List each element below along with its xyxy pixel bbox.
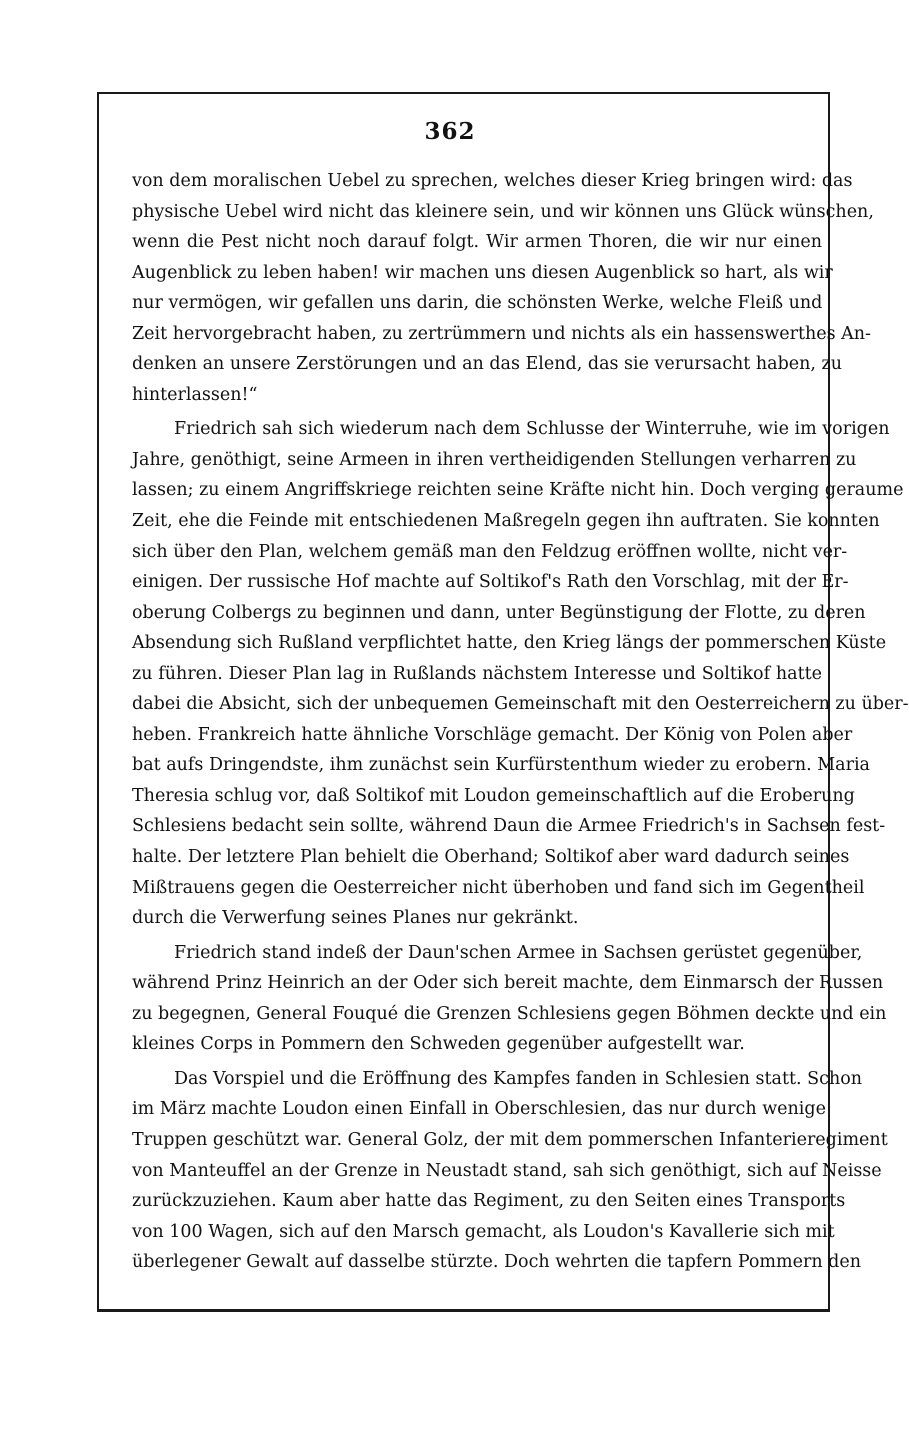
text-line: Absendung sich Rußland verpflichtet hatte, den Krieg längs der pommerschen Küste [132,633,887,654]
text-line: oberung Colbergs zu beginnen und dann, unter Begünstigung der Flotte, zu deren [132,602,866,623]
text-line: überlegener Gewalt auf dasselbe stürzte. Doch wehrten die tapfern Pommern den [132,1252,861,1273]
text-line: Augenblick zu leben haben! wir machen uns diesen Augenblick so hart, als wir [132,262,833,283]
text-line: einigen. Der russische Hof machte auf Soltikof's Rath den Vorschlag, mit der Er- [132,572,849,593]
text-line: halte. Der letztere Plan behielt die Oberhand; Soltikof aber ward dadurch seines [132,847,850,868]
text-line: während Prinz Heinrich an der Oder sich bereit machte, dem Einmarsch der Russen [132,973,884,994]
text-line: sich über den Plan, welchem gemäß man den Feldzug eröffnen wollte, nicht ver- [132,541,848,562]
text-line: bat aufs Dringendste, ihm zunächst sein Kurfürstenthum wieder zu erobern. Maria [132,755,870,776]
text-line: Zeit hervorgebracht haben, zu zertrümmern und nichts als ein hassenswerthes An- [132,323,871,344]
text-line: Mißtrauens gegen die Oesterreicher nicht überhoben und fand sich im Gegentheil [132,877,865,898]
text-line: von 100 Wagen, sich auf den Marsch gemacht, als Loudon's Kavallerie sich mit [132,1221,835,1242]
text-line: durch die Verwerfung seines Planes nur gekränkt. [132,908,579,929]
text-line: wenn die Pest nicht noch darauf folgt. Wir armen Thoren, die wir nur einen [132,232,822,253]
text-line: von Manteuffel an der Grenze in Neustadt stand, sah sich genöthigt, sich auf Neisse [132,1160,882,1181]
text-line: heben. Frankreich hatte ähnliche Vorschläge gemacht. Der König von Polen aber [132,724,853,745]
paragraph [132,166,874,410]
paragraph [132,414,909,933]
text-line: Truppen geschützt war. General Golz, der mit dem pommerschen Infanterieregiment [132,1129,888,1150]
text-line: Zeit, ehe die Feinde mit entschiedenen Maßregeln gegen ihn auftraten. Sie konnten [132,511,880,532]
text-line: lassen; zu einem Angriffskriege reichten seine Kräfte nicht hin. Doch verging geraume [132,480,904,501]
text-line: kleines Corps in Pommern den Schweden gegenüber aufgestellt war. [132,1034,745,1055]
text-line: Theresia schlug vor, daß Soltikof mit Loudon gemeinschaftlich auf die Eroberung [132,785,855,806]
paragraph [132,1064,888,1278]
text-line: zu führen. Dieser Plan lag in Rußlands nächstem Interesse und Soltikof hatte [132,663,822,684]
text-line: Jahre, genöthigt, seine Armeen in ihren vertheidigenden Stellungen verharren zu [132,449,857,470]
text-line: dabei die Absicht, sich der unbequemen Gemeinschaft mit den Oesterreichern zu über- [132,694,909,715]
text-line: im März machte Loudon einen Einfall in Oberschlesien, das nur durch wenige [132,1099,826,1120]
paragraph [132,938,887,1060]
page-number: 362 [424,118,476,145]
body-text [132,166,909,1278]
text-line: nur vermögen, wir gefallen uns darin, die schönsten Werke, welche Fleiß und [132,293,823,314]
text-line: Schlesiens bedacht sein sollte, während Daun die Armee Friedrich's in Sachsen fest- [132,816,886,837]
text-line: hinterlassen!“ [132,384,258,405]
text-line: Das Vorspiel und die Eröffnung des Kampfes fanden in Schlesien statt. Schon [174,1068,863,1089]
text-line: zurückzuziehen. Kaum aber hatte das Regiment, zu den Seiten eines Transports [132,1191,846,1212]
text-line: von dem moralischen Uebel zu sprechen, welches dieser Krieg bringen wird: das [132,171,853,191]
text-line: Friedrich stand indeß der Daun'schen Armee in Sachsen gerüstet gegenüber, [174,942,863,963]
text-line: zu begegnen, General Fouqué die Grenzen Schlesiens gegen Böhmen deckte und ein [132,1003,887,1024]
text-line: physische Uebel wird nicht das kleinere sein, und wir können uns Glück wünschen, [132,201,874,222]
text-line: Friedrich sah sich wiederum nach dem Schlusse der Winterruhe, wie im vorigen [174,419,890,440]
text-line: denken an unsere Zerstörungen und an das Elend, das sie verursacht haben, zu [132,354,843,375]
